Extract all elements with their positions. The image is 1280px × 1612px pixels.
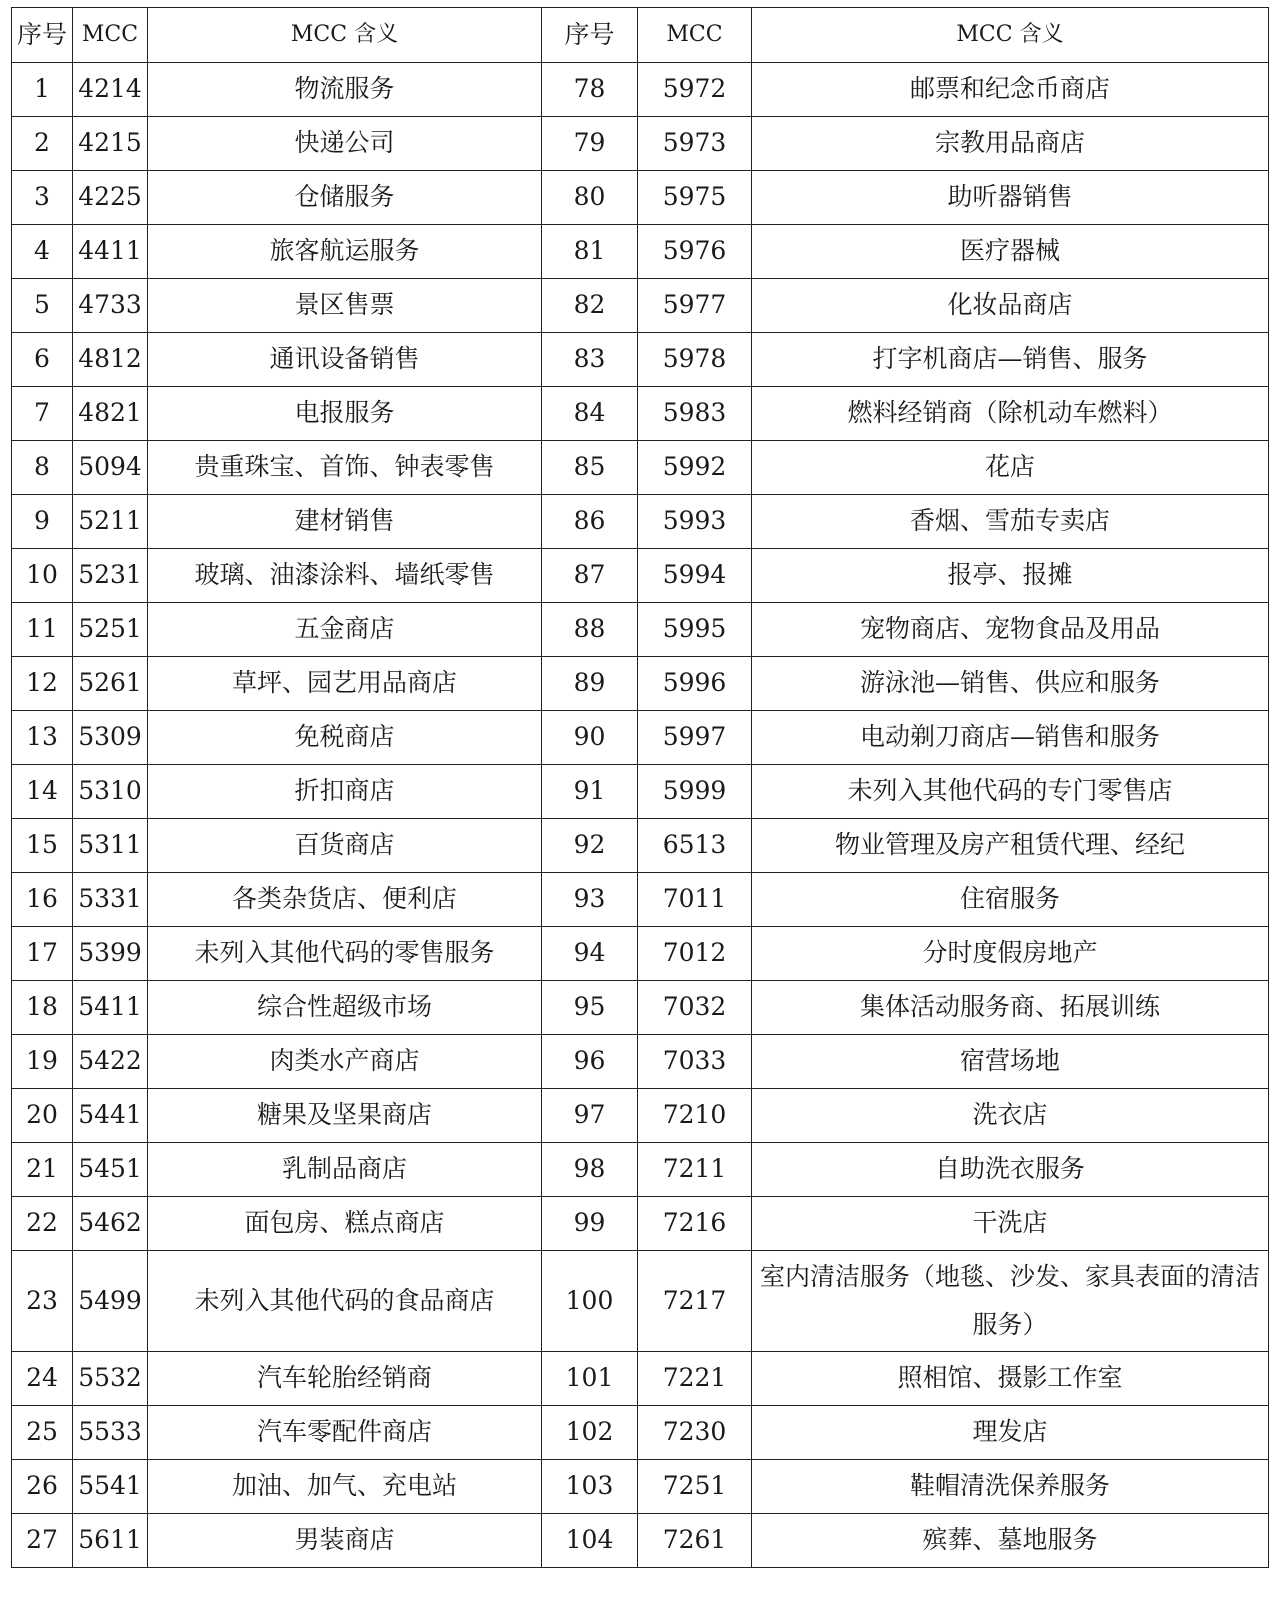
- cell-mcc-right: 7217: [638, 1251, 752, 1352]
- cell-mcc-right: 7230: [638, 1406, 752, 1460]
- cell-seq-left: 21: [12, 1143, 73, 1197]
- cell-meaning-right: 电动剃刀商店—销售和服务: [752, 711, 1269, 765]
- cell-mcc-left: 5533: [73, 1406, 148, 1460]
- cell-meaning-left: 未列入其他代码的零售服务: [148, 927, 542, 981]
- cell-seq-right: 90: [542, 711, 638, 765]
- cell-mcc-right: 5975: [638, 171, 752, 225]
- cell-mcc-right: 7211: [638, 1143, 752, 1197]
- cell-mcc-left: 5411: [73, 981, 148, 1035]
- cell-seq-right: 88: [542, 603, 638, 657]
- cell-meaning-left: 草坪、园艺用品商店: [148, 657, 542, 711]
- cell-meaning-right: 室内清洁服务（地毯、沙发、家具表面的清洁服务）: [752, 1251, 1269, 1352]
- cell-meaning-left: 糖果及坚果商店: [148, 1089, 542, 1143]
- header-seq-right: 序号: [542, 8, 638, 63]
- cell-mcc-left: 4214: [73, 63, 148, 117]
- cell-mcc-right: 7011: [638, 873, 752, 927]
- cell-seq-right: 97: [542, 1089, 638, 1143]
- cell-mcc-left: 5441: [73, 1089, 148, 1143]
- table-row: [12, 333, 1269, 387]
- table-row: [12, 711, 1269, 765]
- table-row: [12, 819, 1269, 873]
- cell-seq-right: 100: [542, 1251, 638, 1352]
- cell-seq-left: 2: [12, 117, 73, 171]
- cell-mcc-left: 5422: [73, 1035, 148, 1089]
- cell-mcc-right: 7251: [638, 1460, 752, 1514]
- cell-mcc-left: 5251: [73, 603, 148, 657]
- cell-seq-right: 83: [542, 333, 638, 387]
- cell-mcc-left: 4733: [73, 279, 148, 333]
- cell-meaning-left: 肉类水产商店: [148, 1035, 542, 1089]
- cell-meaning-left: 免税商店: [148, 711, 542, 765]
- cell-meaning-right: 理发店: [752, 1406, 1269, 1460]
- cell-mcc-right: 7261: [638, 1514, 752, 1568]
- cell-meaning-left: 未列入其他代码的食品商店: [148, 1251, 542, 1352]
- cell-mcc-left: 4225: [73, 171, 148, 225]
- cell-mcc-left: 5094: [73, 441, 148, 495]
- cell-meaning-right: 宿营场地: [752, 1035, 1269, 1089]
- cell-seq-right: 95: [542, 981, 638, 1035]
- cell-meaning-left: 面包房、糕点商店: [148, 1197, 542, 1251]
- cell-seq-left: 16: [12, 873, 73, 927]
- cell-meaning-right: 香烟、雪茄专卖店: [752, 495, 1269, 549]
- cell-seq-left: 4: [12, 225, 73, 279]
- cell-mcc-right: 7032: [638, 981, 752, 1035]
- cell-seq-right: 78: [542, 63, 638, 117]
- cell-meaning-left: 旅客航运服务: [148, 225, 542, 279]
- cell-seq-left: 13: [12, 711, 73, 765]
- header-mcc-left: MCC: [73, 8, 148, 63]
- table-row: [12, 765, 1269, 819]
- cell-mcc-left: 5261: [73, 657, 148, 711]
- cell-seq-right: 94: [542, 927, 638, 981]
- cell-mcc-left: 5399: [73, 927, 148, 981]
- cell-meaning-right: 分时度假房地产: [752, 927, 1269, 981]
- cell-meaning-left: 乳制品商店: [148, 1143, 542, 1197]
- cell-mcc-left: 5231: [73, 549, 148, 603]
- table-row: [12, 873, 1269, 927]
- header-meaning-left: MCC 含义: [148, 8, 542, 63]
- cell-seq-left: 10: [12, 549, 73, 603]
- cell-meaning-left: 百货商店: [148, 819, 542, 873]
- table-row: [12, 225, 1269, 279]
- cell-meaning-left: 各类杂货店、便利店: [148, 873, 542, 927]
- cell-seq-right: 86: [542, 495, 638, 549]
- cell-mcc-left: 5532: [73, 1352, 148, 1406]
- cell-seq-left: 17: [12, 927, 73, 981]
- cell-seq-left: 11: [12, 603, 73, 657]
- cell-meaning-right: 打字机商店—销售、服务: [752, 333, 1269, 387]
- table-row: [12, 387, 1269, 441]
- table-row: [12, 441, 1269, 495]
- cell-mcc-right: 5977: [638, 279, 752, 333]
- cell-seq-left: 8: [12, 441, 73, 495]
- cell-meaning-left: 仓储服务: [148, 171, 542, 225]
- cell-mcc-right: 7216: [638, 1197, 752, 1251]
- cell-mcc-right: 5993: [638, 495, 752, 549]
- table-row: [12, 927, 1269, 981]
- table-row: [12, 1514, 1269, 1568]
- cell-seq-left: 18: [12, 981, 73, 1035]
- cell-seq-right: 103: [542, 1460, 638, 1514]
- cell-meaning-left: 玻璃、油漆涂料、墙纸零售: [148, 549, 542, 603]
- cell-meaning-right: 自助洗衣服务: [752, 1143, 1269, 1197]
- cell-mcc-right: 5976: [638, 225, 752, 279]
- cell-mcc-right: 5994: [638, 549, 752, 603]
- cell-mcc-right: 5997: [638, 711, 752, 765]
- mcc-table-sheet: [11, 7, 1269, 1568]
- cell-meaning-right: 邮票和纪念币商店: [752, 63, 1269, 117]
- header-meaning-right: MCC 含义: [752, 8, 1269, 63]
- header-row: [12, 8, 1269, 63]
- cell-seq-left: 14: [12, 765, 73, 819]
- table-row: [12, 63, 1269, 117]
- cell-seq-right: 91: [542, 765, 638, 819]
- table-row: [12, 1035, 1269, 1089]
- table-row: [12, 1352, 1269, 1406]
- header-seq-left: 序号: [12, 8, 73, 63]
- cell-meaning-left: 综合性超级市场: [148, 981, 542, 1035]
- table-row: [12, 1460, 1269, 1514]
- cell-mcc-right: 5973: [638, 117, 752, 171]
- table-row: [12, 1251, 1269, 1352]
- cell-mcc-right: 7210: [638, 1089, 752, 1143]
- cell-mcc-right: 5995: [638, 603, 752, 657]
- cell-seq-left: 25: [12, 1406, 73, 1460]
- cell-meaning-left: 建材销售: [148, 495, 542, 549]
- table-row: [12, 657, 1269, 711]
- cell-meaning-right: 干洗店: [752, 1197, 1269, 1251]
- cell-meaning-right: 殡葬、墓地服务: [752, 1514, 1269, 1568]
- cell-meaning-right: 宗教用品商店: [752, 117, 1269, 171]
- table-row: [12, 1143, 1269, 1197]
- cell-seq-right: 92: [542, 819, 638, 873]
- cell-seq-right: 104: [542, 1514, 638, 1568]
- cell-meaning-left: 折扣商店: [148, 765, 542, 819]
- cell-meaning-right: 宠物商店、宠物食品及用品: [752, 603, 1269, 657]
- cell-seq-right: 79: [542, 117, 638, 171]
- cell-meaning-right: 未列入其他代码的专门零售店: [752, 765, 1269, 819]
- cell-mcc-left: 5462: [73, 1197, 148, 1251]
- cell-seq-left: 26: [12, 1460, 73, 1514]
- cell-mcc-right: 7033: [638, 1035, 752, 1089]
- cell-seq-right: 98: [542, 1143, 638, 1197]
- cell-meaning-left: 男装商店: [148, 1514, 542, 1568]
- cell-seq-right: 80: [542, 171, 638, 225]
- cell-mcc-left: 5541: [73, 1460, 148, 1514]
- cell-meaning-right: 住宿服务: [752, 873, 1269, 927]
- table-row: [12, 1089, 1269, 1143]
- cell-seq-left: 1: [12, 63, 73, 117]
- cell-meaning-right: 花店: [752, 441, 1269, 495]
- cell-meaning-left: 电报服务: [148, 387, 542, 441]
- cell-seq-right: 102: [542, 1406, 638, 1460]
- cell-mcc-right: 6513: [638, 819, 752, 873]
- cell-seq-left: 19: [12, 1035, 73, 1089]
- cell-seq-right: 82: [542, 279, 638, 333]
- cell-seq-left: 27: [12, 1514, 73, 1568]
- cell-mcc-right: 5996: [638, 657, 752, 711]
- cell-meaning-left: 汽车轮胎经销商: [148, 1352, 542, 1406]
- cell-mcc-right: 5978: [638, 333, 752, 387]
- cell-meaning-right: 报亭、报摊: [752, 549, 1269, 603]
- cell-meaning-right: 游泳池—销售、供应和服务: [752, 657, 1269, 711]
- cell-mcc-left: 5311: [73, 819, 148, 873]
- cell-meaning-right: 助听器销售: [752, 171, 1269, 225]
- cell-seq-left: 24: [12, 1352, 73, 1406]
- cell-mcc-right: 5999: [638, 765, 752, 819]
- cell-seq-right: 81: [542, 225, 638, 279]
- cell-meaning-left: 景区售票: [148, 279, 542, 333]
- cell-mcc-left: 4821: [73, 387, 148, 441]
- cell-meaning-left: 通讯设备销售: [148, 333, 542, 387]
- header-mcc-right: MCC: [638, 8, 752, 63]
- cell-meaning-left: 物流服务: [148, 63, 542, 117]
- table-row: [12, 981, 1269, 1035]
- cell-seq-left: 20: [12, 1089, 73, 1143]
- table-row: [12, 117, 1269, 171]
- cell-mcc-left: 5451: [73, 1143, 148, 1197]
- cell-meaning-right: 物业管理及房产租赁代理、经纪: [752, 819, 1269, 873]
- cell-mcc-left: 4215: [73, 117, 148, 171]
- cell-mcc-left: 5611: [73, 1514, 148, 1568]
- cell-meaning-right: 洗衣店: [752, 1089, 1269, 1143]
- cell-seq-right: 85: [542, 441, 638, 495]
- table-row: [12, 549, 1269, 603]
- cell-seq-left: 7: [12, 387, 73, 441]
- table-row: [12, 171, 1269, 225]
- table-row: [12, 495, 1269, 549]
- table-row: [12, 603, 1269, 657]
- cell-meaning-right: 照相馆、摄影工作室: [752, 1352, 1269, 1406]
- cell-mcc-right: 5983: [638, 387, 752, 441]
- cell-mcc-left: 5499: [73, 1251, 148, 1352]
- cell-seq-right: 89: [542, 657, 638, 711]
- table-row: [12, 279, 1269, 333]
- cell-seq-left: 23: [12, 1251, 73, 1352]
- table-body: [12, 63, 1269, 1568]
- cell-meaning-left: 五金商店: [148, 603, 542, 657]
- table-row: [12, 1197, 1269, 1251]
- cell-mcc-right: 5972: [638, 63, 752, 117]
- cell-meaning-right: 化妆品商店: [752, 279, 1269, 333]
- cell-meaning-left: 贵重珠宝、首饰、钟表零售: [148, 441, 542, 495]
- cell-seq-left: 6: [12, 333, 73, 387]
- cell-seq-left: 22: [12, 1197, 73, 1251]
- cell-mcc-left: 4812: [73, 333, 148, 387]
- cell-seq-right: 96: [542, 1035, 638, 1089]
- cell-mcc-left: 5310: [73, 765, 148, 819]
- cell-seq-right: 87: [542, 549, 638, 603]
- cell-mcc-right: 7221: [638, 1352, 752, 1406]
- cell-mcc-left: 5309: [73, 711, 148, 765]
- cell-mcc-left: 5331: [73, 873, 148, 927]
- mcc-table: [11, 7, 1269, 1568]
- cell-seq-right: 93: [542, 873, 638, 927]
- cell-mcc-left: 4411: [73, 225, 148, 279]
- cell-seq-left: 3: [12, 171, 73, 225]
- cell-meaning-right: 鞋帽清洗保养服务: [752, 1460, 1269, 1514]
- cell-seq-left: 5: [12, 279, 73, 333]
- cell-mcc-left: 5211: [73, 495, 148, 549]
- cell-mcc-right: 7012: [638, 927, 752, 981]
- cell-seq-left: 9: [12, 495, 73, 549]
- cell-meaning-left: 快递公司: [148, 117, 542, 171]
- cell-seq-right: 101: [542, 1352, 638, 1406]
- cell-meaning-left: 加油、加气、充电站: [148, 1460, 542, 1514]
- cell-mcc-right: 5992: [638, 441, 752, 495]
- cell-meaning-left: 汽车零配件商店: [148, 1406, 542, 1460]
- cell-meaning-right: 燃料经销商（除机动车燃料）: [752, 387, 1269, 441]
- cell-seq-right: 99: [542, 1197, 638, 1251]
- table-row: [12, 1406, 1269, 1460]
- cell-seq-right: 84: [542, 387, 638, 441]
- cell-meaning-right: 医疗器械: [752, 225, 1269, 279]
- cell-seq-left: 15: [12, 819, 73, 873]
- cell-seq-left: 12: [12, 657, 73, 711]
- cell-meaning-right: 集体活动服务商、拓展训练: [752, 981, 1269, 1035]
